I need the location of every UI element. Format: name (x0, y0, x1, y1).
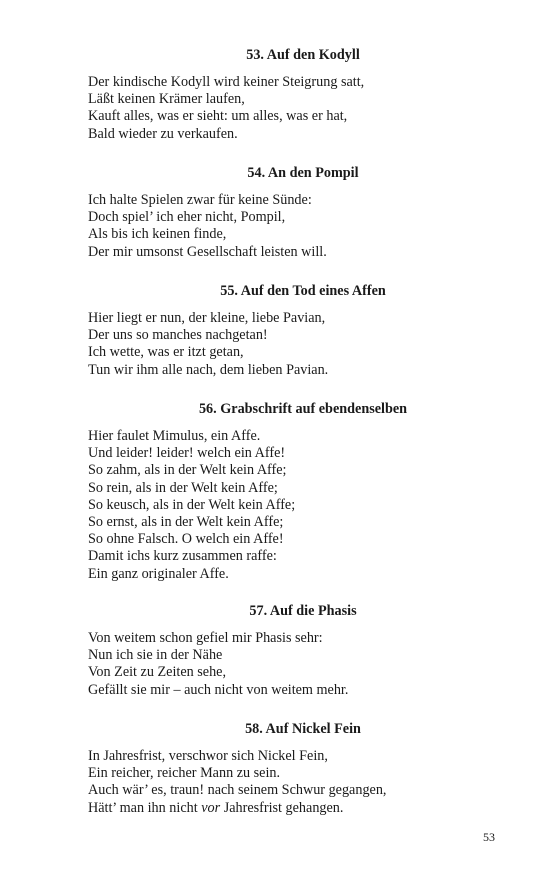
poem-line: Bald wieder zu verkaufen. (88, 125, 238, 142)
poem-line: Damit ichs kurz zusammen raffe: (88, 548, 277, 565)
poem-title: 55. Auf den Tod eines Affen (220, 283, 386, 299)
poem-line: Ich halte Spielen zwar für keine Sünde: (88, 192, 312, 208)
poem-53 (88, 46, 498, 143)
poem-line: In Jahresfrist, verschwor sich Nickel Fein, (88, 748, 328, 764)
poem-line: Hier faulet Mimulus, ein Affe. (88, 428, 261, 444)
emphasized-word: vor (201, 799, 221, 816)
poem-line: Und leider! leider! welch ein Affe! (88, 445, 286, 462)
poem-body (88, 74, 498, 143)
poem-title: 57. Auf die Phasis (249, 603, 357, 619)
poem-line: So ohne Falsch. O welch ein Affe! (88, 531, 284, 548)
poem-body (88, 428, 498, 583)
poem-title: 54. An den Pompil (247, 165, 359, 181)
poem-title: 58. Auf Nickel Fein (245, 721, 361, 737)
poem-57 (88, 602, 498, 699)
poem-line: Nun ich sie in der Nähe (88, 647, 223, 664)
poem-line: Gefällt sie mir – auch nicht von weitem mehr. (88, 681, 349, 698)
poem-56 (88, 400, 498, 583)
poem-line: Der mir umsonst Gesellschaft leisten will. (88, 243, 327, 260)
poem-line (88, 800, 498, 817)
poem-body (88, 192, 498, 261)
poem-line: Der uns so manches nachgetan! (88, 327, 268, 344)
poem-title: 56. Grabschrift auf ebendenselben (198, 401, 408, 417)
poem-line: Läßt keinen Krämer laufen, (88, 91, 245, 108)
poem-body (88, 630, 498, 699)
poem-58 (88, 720, 498, 817)
poem-line: Kauft alles, was er sieht: um alles, was er hat, (88, 108, 348, 125)
poem-line-segment: Jahresfrist gehangen. (220, 799, 344, 816)
poem-line: Von Zeit zu Zeiten sehe, (88, 664, 227, 681)
poem-55 (88, 282, 498, 379)
page-number: 53 (483, 830, 495, 844)
poem-line: Hier liegt er nun, der kleine, liebe Pavian, (88, 310, 326, 326)
poem-line: Auch wär’ es, traun! nach seinem Schwur gegangen, (88, 782, 387, 799)
poem-line: Tun wir ihm alle nach, dem lieben Pavian. (88, 361, 329, 378)
poem-line: Ein reicher, reicher Mann zu sein. (88, 765, 281, 782)
poem-line-segment: Hätt’ man ihn nicht (88, 799, 202, 816)
poem-line: Der kindische Kodyll wird keiner Steigrung satt, (88, 74, 365, 90)
poem-body (88, 310, 498, 379)
poem-line: So rein, als in der Welt kein Affe; (88, 479, 278, 496)
poem-54 (88, 164, 498, 261)
poem-line: So ernst, als in der Welt kein Affe; (88, 513, 284, 530)
poem-body (88, 748, 498, 817)
poem-line: Von weitem schon gefiel mir Phasis sehr: (88, 630, 323, 646)
poem-line: So keusch, als in der Welt kein Affe; (88, 496, 296, 513)
poem-line: Als bis ich keinen finde, (88, 226, 227, 243)
poem-line: Ein ganz originaler Affe. (88, 565, 229, 582)
poem-title: 53. Auf den Kodyll (246, 47, 360, 63)
poem-line: So zahm, als in der Welt kein Affe; (88, 462, 287, 479)
poem-line: Ich wette, was er itzt getan, (88, 344, 244, 361)
poem-line: Doch spiel’ ich eher nicht, Pompil, (88, 209, 286, 226)
